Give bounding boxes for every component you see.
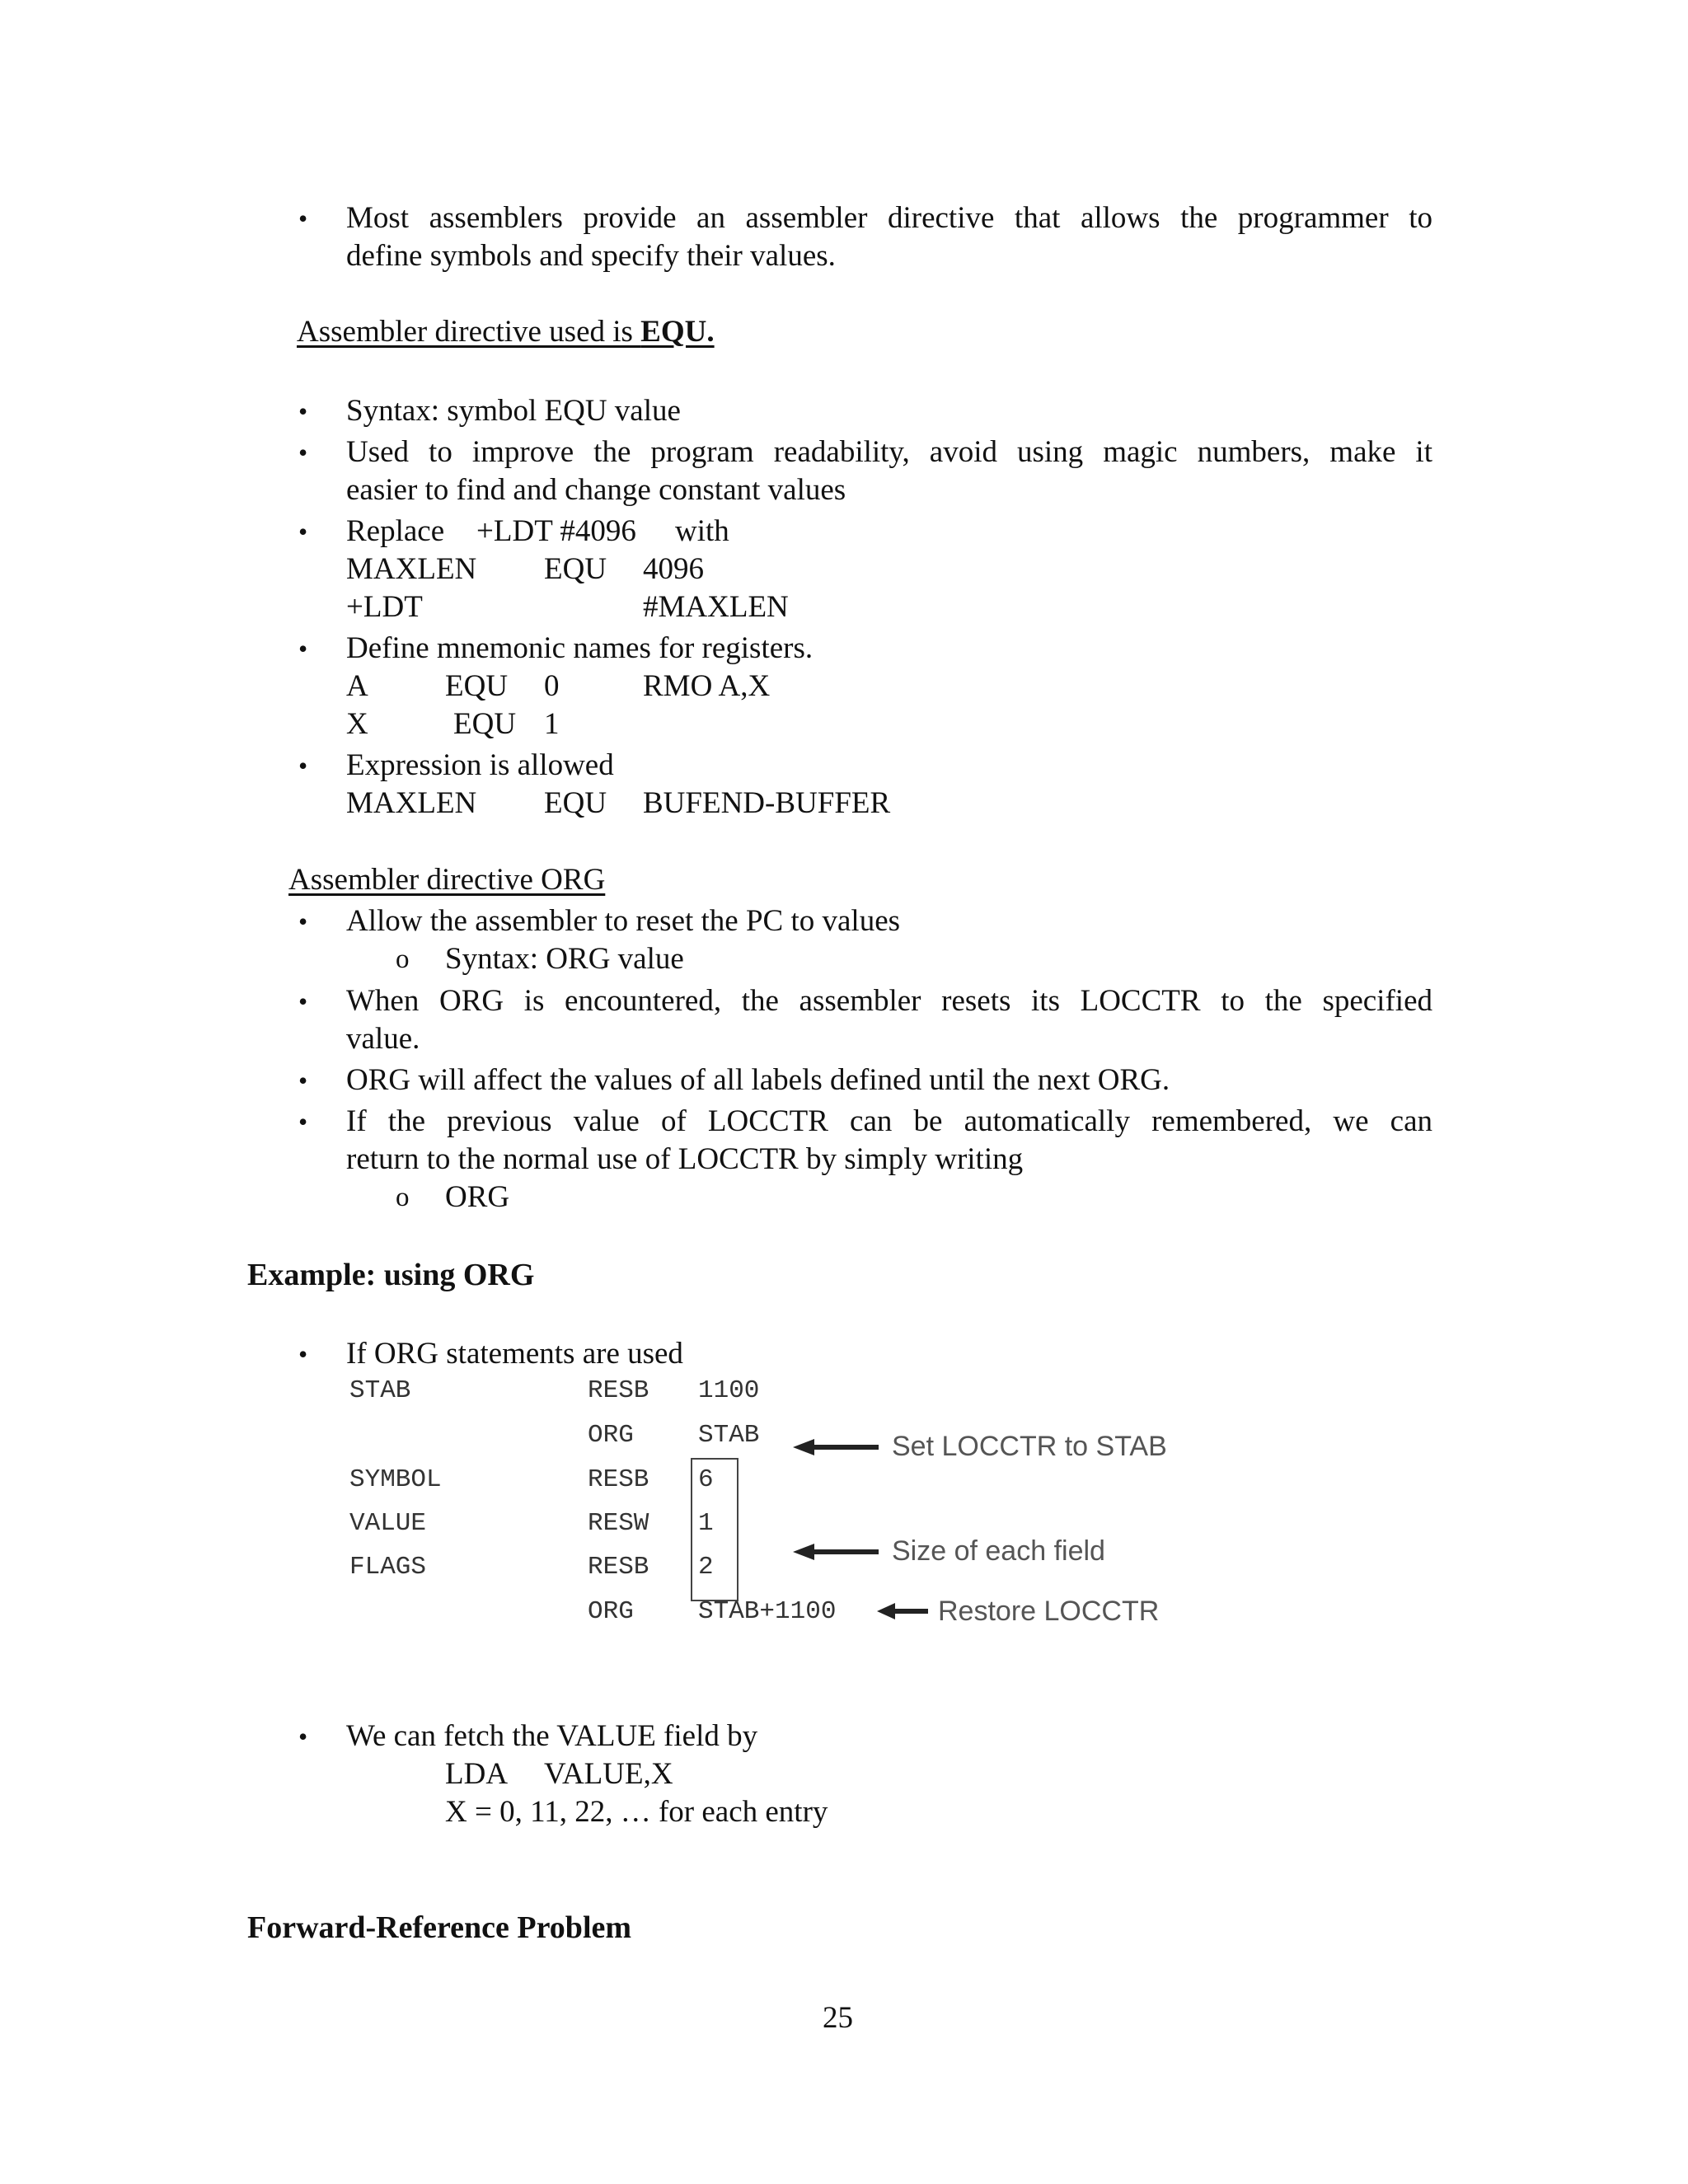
bullet-marker: •	[298, 751, 308, 780]
bullet-marker: •	[298, 1339, 308, 1369]
org-when-line-1: When ORG is encountered, the assembler resets its LOCCTR to the specified	[346, 984, 1432, 1018]
code-operand: STAB+1100	[698, 1597, 837, 1626]
if-org-statement: If ORG statements are used	[346, 1337, 683, 1371]
note-restore-locctr: Restore LOCCTR	[938, 1596, 1160, 1627]
expression-directive: EQU	[544, 786, 607, 820]
org-prev-line-1: If the previous value of LOCCTR can be automatically remembered, we can	[346, 1104, 1432, 1138]
sub-bullet-marker: o	[396, 1183, 410, 1212]
code-op: RESB	[588, 1465, 649, 1494]
code-op: ORG	[588, 1421, 634, 1450]
org-prev-line-2: return to the normal use of LOCCTR by simply writing	[346, 1142, 1024, 1176]
bullet-marker: •	[298, 634, 308, 663]
mnemonic-title: Define mnemonic names for registers.	[346, 631, 814, 665]
example-heading: Example: using ORG	[247, 1258, 535, 1292]
code-op: RESB	[588, 1376, 649, 1405]
intro-line-1: Most assemblers provide an assembler directive that allows the programmer to	[346, 201, 1432, 235]
code-op: RESB	[588, 1553, 649, 1582]
equ-syntax: Syntax: symbol EQU value	[346, 394, 681, 428]
code-label: SYMBOL	[349, 1465, 442, 1494]
expression-label: MAXLEN	[346, 786, 477, 820]
replace-instr: +LDT	[346, 590, 423, 624]
readability-line-1: Used to improve the program readability, avoid using magic numbers, make it	[346, 435, 1432, 469]
replace-word: Replace	[346, 514, 445, 548]
mnemonic-a-directive: EQU	[445, 669, 509, 703]
bullet-marker: •	[298, 907, 308, 936]
equ-heading-text: Assembler directive used is	[297, 315, 641, 349]
org-allow: Allow the assembler to reset the PC to values	[346, 904, 901, 938]
code-op: RESW	[588, 1509, 649, 1538]
equ-heading	[297, 313, 715, 351]
fetch-line: We can fetch the VALUE field by	[346, 1719, 758, 1753]
code-operand: 2	[698, 1553, 714, 1582]
mnemonic-x-value: 1	[544, 707, 560, 741]
note-field-size: Size of each field	[892, 1535, 1105, 1567]
replace-code: +LDT #4096	[476, 514, 636, 548]
expression-value: BUFEND-BUFFER	[643, 786, 891, 820]
replace-with: with	[675, 514, 729, 548]
mnemonic-a-value: 0	[544, 669, 560, 703]
code-label: FLAGS	[349, 1553, 427, 1582]
bullet-marker: •	[298, 438, 308, 467]
code-op: ORG	[588, 1597, 634, 1626]
mnemonic-x-directive: EQU	[453, 707, 517, 741]
bullet-marker: •	[298, 987, 308, 1016]
code-operand: 1100	[698, 1376, 760, 1405]
org-syntax: Syntax: ORG value	[445, 942, 684, 976]
left-arrow-icon	[793, 1542, 879, 1562]
code-operand: STAB	[698, 1421, 760, 1450]
org-heading: Assembler directive ORG	[288, 863, 606, 897]
expression-title: Expression is allowed	[346, 748, 614, 782]
field-size-box	[691, 1458, 738, 1601]
forward-reference-heading: Forward-Reference Problem	[247, 1910, 632, 1945]
org-when-line-2: value.	[346, 1022, 420, 1056]
sub-bullet-marker: o	[396, 944, 410, 974]
intro-line-2: define symbols and specify their values.	[346, 239, 836, 273]
code-operand: 1	[698, 1509, 714, 1538]
bullet-marker: •	[298, 396, 308, 426]
bullet-marker: •	[298, 1066, 308, 1095]
bullet-marker: •	[298, 1107, 308, 1137]
page-number: 25	[823, 2001, 853, 2035]
replace-value: 4096	[643, 552, 704, 586]
org-affect: ORG will affect the values of all labels defined until the next ORG.	[346, 1063, 1170, 1097]
code-label: STAB	[349, 1376, 411, 1405]
note-set-locctr: Set LOCCTR to STAB	[892, 1431, 1167, 1462]
bullet-marker: •	[298, 1722, 308, 1751]
mnemonic-a-label: A	[346, 669, 368, 703]
equ-heading-strong: EQU.	[640, 315, 715, 349]
fetch-operand: VALUE,X	[544, 1757, 673, 1791]
code-label: VALUE	[349, 1509, 427, 1538]
left-arrow-icon	[877, 1602, 928, 1620]
fetch-x-values: X = 0, 11, 22, … for each entry	[445, 1795, 828, 1829]
readability-line-2: easier to find and change constant values	[346, 473, 846, 507]
mnemonic-x-label: X	[346, 707, 368, 741]
org-bare: ORG	[445, 1180, 510, 1214]
bullet-marker: •	[298, 517, 308, 546]
replace-directive: EQU	[544, 552, 607, 586]
fetch-lda: LDA	[445, 1757, 509, 1791]
replace-label: MAXLEN	[346, 552, 477, 586]
mnemonic-rmo: RMO A,X	[643, 669, 771, 703]
left-arrow-icon	[793, 1437, 879, 1457]
replace-operand: #MAXLEN	[643, 590, 789, 624]
bullet-marker: •	[298, 204, 308, 233]
code-operand: 6	[698, 1465, 714, 1494]
